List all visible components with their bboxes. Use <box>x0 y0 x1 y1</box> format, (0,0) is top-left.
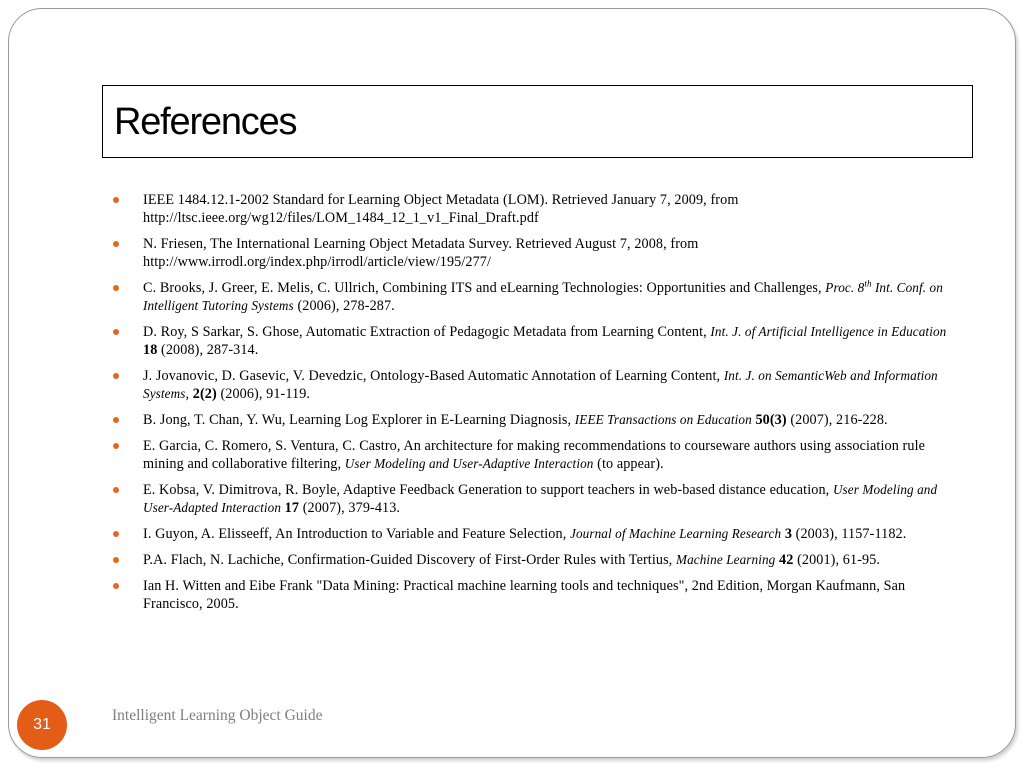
footer-text: Intelligent Learning Object Guide <box>112 707 323 724</box>
reference-text: Journal of Machine Learning Research <box>570 526 782 541</box>
reference-text: th <box>864 278 872 289</box>
reference-text: (2006), 278-287. <box>293 298 395 314</box>
reference-text: (2006), 91-119. <box>216 386 311 402</box>
reference-item <box>113 437 963 473</box>
reference-text: E. Garcia, C. Romero, S. Ventura, C. Castro, An architecture for making recommendations to courseware authors using association rule mining and collaborative filtering, <box>143 438 926 472</box>
reference-text: 50(3) <box>755 412 787 428</box>
reference-text: 18 <box>143 342 158 358</box>
reference-text: , <box>185 386 193 402</box>
bullet-icon <box>113 197 119 203</box>
page-number-badge: 31 <box>17 700 67 750</box>
reference-text: Machine Learning <box>675 552 776 567</box>
reference-text: I. Guyon, A. Elisseeff, An Introduction to Variable and Feature Selection, <box>143 526 570 542</box>
reference-item <box>113 525 963 543</box>
references-list <box>113 191 963 621</box>
bullet-icon <box>113 329 119 335</box>
reference-item <box>113 367 963 403</box>
reference-item <box>113 323 963 359</box>
reference-text: N. Friesen, The International Learning Object Metadata Survey. Retrieved August 7, 2008, from http://www.irrodl.org/index.php/irrodl/article/view/195/277/ <box>143 236 699 270</box>
bullet-icon <box>113 557 119 563</box>
reference-item <box>113 411 963 429</box>
reference-text: 17 <box>284 500 300 516</box>
reference-text: C. Brooks, J. Greer, E. Melis, C. Ullrich, Combining ITS and eLearning Technologies: Opportunities and Challenges, <box>143 280 826 296</box>
reference-text: (2008), 287-314. <box>157 342 259 358</box>
reference-text: J. Jovanovic, D. Gasevic, V. Devedzic, Ontology-Based Automatic Annotation of Learning Content, <box>143 368 724 384</box>
reference-text: (2003), 1157-1182. <box>792 526 907 542</box>
title-box <box>102 85 973 158</box>
reference-text: D. Roy, S Sarkar, S. Ghose, Automatic Extraction of Pedagogic Metadata from Learning Content, <box>143 324 711 340</box>
reference-text: Int. J. on SemanticWeb and Information Systems <box>143 368 938 401</box>
reference-text: IEEE Transactions on Education <box>574 412 752 427</box>
bullet-icon <box>113 531 119 537</box>
reference-item <box>113 235 963 271</box>
reference-item <box>113 577 963 613</box>
reference-text: 2(2) <box>192 386 217 402</box>
reference-text: Int. J. of Artificial Intelligence in Education <box>710 324 947 339</box>
reference-text: 42 <box>779 552 794 568</box>
reference-item <box>113 551 963 569</box>
reference-text: IEEE 1484.12.1-2002 Standard for Learning Object Metadata (LOM). Retrieved January 7, 2009, from http://ltsc.ieee.org/wg12/files/LOM_1484_12_1_v1_Final_Draft.pdf <box>143 192 739 226</box>
bullet-icon <box>113 241 119 247</box>
reference-text: P.A. Flach, N. Lachiche, Confirmation-Guided Discovery of First-Order Rules with Tertius, <box>143 552 676 568</box>
reference-text: User Modeling and User-Adapted Interaction <box>143 482 938 515</box>
reference-text: (2007), 379-413. <box>299 500 401 516</box>
bullet-icon <box>113 583 119 589</box>
reference-item <box>113 191 963 227</box>
reference-text: Ian H. Witten and Eibe Frank "Data Mining: Practical machine learning tools and techniques", 2nd Edition, Morgan Kaufmann, San Francisco, 2005. <box>143 578 906 612</box>
reference-item <box>113 279 963 315</box>
bullet-icon <box>113 285 119 291</box>
bullet-icon <box>113 417 119 423</box>
reference-text: B. Jong, T. Chan, Y. Wu, Learning Log Explorer in E-Learning Diagnosis, <box>143 412 575 428</box>
bullet-icon <box>113 487 119 493</box>
reference-text: User Modeling and User-Adaptive Interaction <box>344 456 594 471</box>
reference-text: Int. Conf. on Intelligent Tutoring Systems <box>143 280 943 313</box>
reference-text: (2001), 61-95. <box>793 552 881 568</box>
bullet-icon <box>113 443 119 449</box>
bullet-icon <box>113 373 119 379</box>
reference-text: 3 <box>784 526 793 542</box>
slide-title: References <box>114 101 297 143</box>
reference-item <box>113 481 963 517</box>
reference-text: (to appear). <box>593 456 664 472</box>
reference-text: (2007), 216-228. <box>786 412 888 428</box>
reference-text: E. Kobsa, V. Dimitrova, R. Boyle, Adaptive Feedback Generation to support teachers in web-based distance education, <box>143 482 833 498</box>
reference-text: Proc. 8 <box>825 280 865 295</box>
